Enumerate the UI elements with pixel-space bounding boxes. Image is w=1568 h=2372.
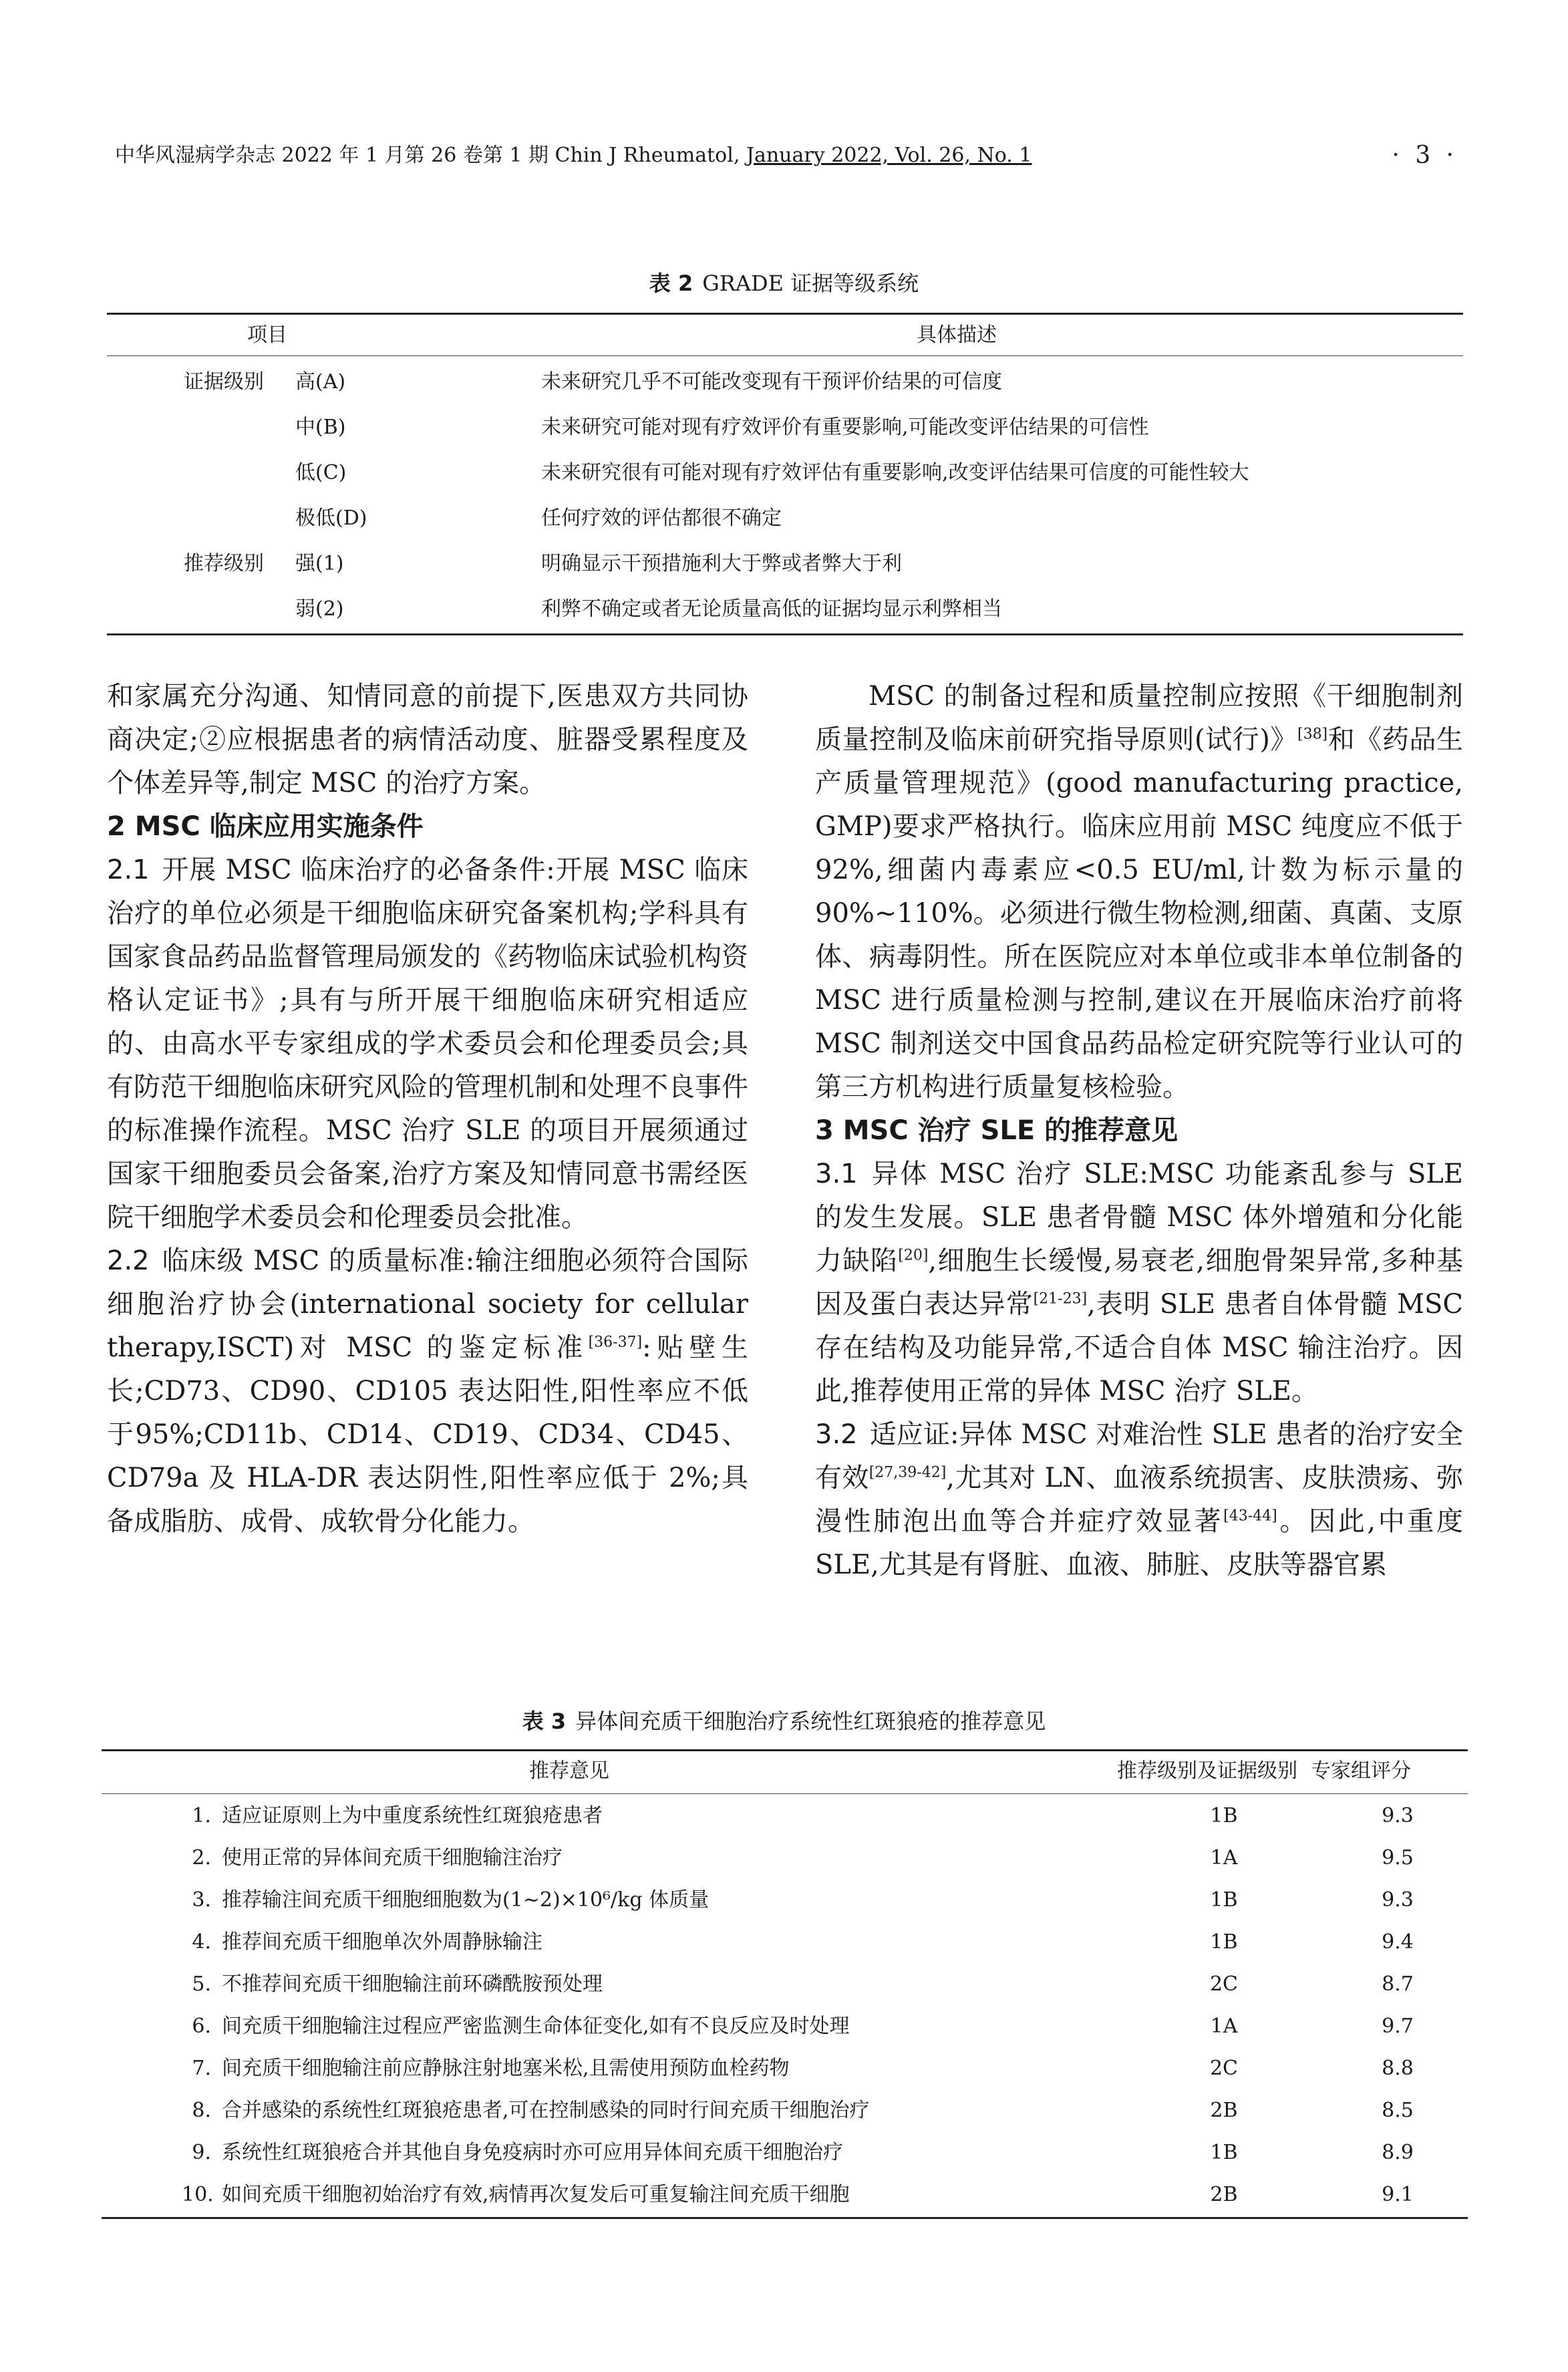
table2-level: 中(B) <box>295 416 346 439</box>
right-column <box>815 675 1463 1587</box>
subsection-number-2-1: 2.1 <box>107 855 150 885</box>
table2-level: 低(C) <box>295 461 347 484</box>
table2-level: 高(A) <box>295 370 346 394</box>
paragraph-2-2 <box>107 1239 748 1543</box>
paragraph-msc-prep-a: MSC 的制备过程和质量控制应按照《干细胞制剂质量控制及临床前研究指导原则(试行)》 <box>815 681 1463 755</box>
table3-mid-rule <box>102 1793 1468 1794</box>
table2-desc: 未来研究几乎不可能改变现有干预评价结果的可信度 <box>541 370 1002 394</box>
row-recommendation: 推荐间充质干细胞单次外周静脉输注 <box>222 1930 542 1954</box>
paragraph-3-1-a: 异体 MSC 治疗 SLE:MSC 功能紊乱参与 SLE 的发生发展。SLE 患者骨髓 MSC 体外增殖和分化能力缺陷 <box>815 1159 1463 1276</box>
row-recommendation: 适应证原则上为中重度系统性红斑狼疮患者 <box>222 1804 603 1827</box>
row-recommendation: 合并感染的系统性红斑狼疮患者,可在控制感染的同时行间充质干细胞治疗 <box>222 2099 870 2122</box>
table2-row <box>107 450 1463 496</box>
row-number: 7. <box>192 2057 211 2080</box>
table3-row <box>102 2047 1468 2089</box>
row-score: 8.9 <box>1382 2141 1414 2164</box>
section-heading-3: 3 MSC 治疗 SLE 的推荐意见 <box>815 1115 1179 1146</box>
row-level: 1B <box>1210 2141 1238 2164</box>
row-score: 8.5 <box>1382 2099 1414 2122</box>
journal-citation-b: January 2022, Vol. 26, No. 1 <box>746 144 1032 167</box>
citation-ref: [21-23] <box>1033 1290 1088 1308</box>
table2-group: 证据级别 <box>184 370 264 394</box>
row-number: 2. <box>192 1846 211 1870</box>
row-recommendation: 如间充质干细胞初始治疗有效,病情再次复发后可重复输注间充质干细胞 <box>222 2183 850 2206</box>
row-recommendation: 推荐输注间充质干细胞细胞数为(1~2)×10⁶/kg 体质量 <box>222 1888 710 1912</box>
row-level: 1B <box>1210 1804 1238 1827</box>
section-heading-2: 2 MSC 临床应用实施条件 <box>107 811 424 842</box>
page-number: · 3 · <box>1392 142 1458 169</box>
paragraph-2-2-text-a: 临床级 MSC 的质量标准:输注细胞必须符合国际细胞治疗协会(international society for cellular therapy,ISCT)对 MSC 的鉴定标准 <box>107 1245 748 1363</box>
table2-top-rule <box>107 313 1463 315</box>
table3-row <box>102 2174 1468 2216</box>
citation-ref: [38] <box>1297 726 1328 743</box>
paragraph-msc-prep <box>815 675 1463 1109</box>
row-number: 3. <box>192 1888 211 1912</box>
row-score: 9.5 <box>1382 1846 1414 1870</box>
table2-row <box>107 496 1463 541</box>
table2-row <box>107 541 1463 587</box>
table2-label: 表 2 <box>649 271 693 296</box>
journal-citation-a: 中华风湿病学杂志 2022 年 1 月第 26 卷第 1 期 Chin J Rheumatol, <box>115 144 740 167</box>
paragraph-continuation: 和家属充分沟通、知情同意的前提下,医患双方共同协商决定;②应根据患者的病情活动度、脏器受累程度及个体差异等,制定 MSC 的治疗方案。 <box>107 681 748 798</box>
row-number: 6. <box>192 2015 211 2038</box>
row-level: 1B <box>1210 1888 1238 1912</box>
table3-row <box>102 2131 1468 2174</box>
row-level: 1A <box>1210 2015 1238 2038</box>
paragraph-3-1-c: ,表明 SLE 患者自体骨髓 MSC 存在结构及功能异常,不适合自体 MSC 输注治疗。因此,推荐使用正常的异体 MSC 治疗 SLE。 <box>815 1289 1463 1406</box>
table2-desc: 未来研究很有可能对现有疗效评估有重要影响,改变评估结果可信度的可能性较大 <box>541 461 1249 484</box>
row-number: 4. <box>192 1930 211 1954</box>
table3-header-rec: 推荐意见 <box>529 1759 609 1783</box>
paragraph-3-1-b: ,细胞生长缓慢,易衰老,细胞骨架异常,多种基因及蛋白表达异常 <box>815 1245 1464 1320</box>
table2-group: 推荐级别 <box>184 552 264 575</box>
table3-label: 表 3 <box>522 1709 567 1734</box>
row-score: 9.7 <box>1382 2015 1414 2038</box>
paragraph-3-2-a: 适应证:异体 MSC 对难治性 SLE 患者的治疗安全有效 <box>815 1419 1463 1493</box>
paragraph-2-1-text: 开展 MSC 临床治疗的必备条件:开展 MSC 临床治疗的单位必须是干细胞临床研究备案机构;学科具有国家食品药品监督管理局颁发的《药物临床试验机构资格认定证书》;具有与所开展干细胞临床研究相适应的、由高水平专家组成的学术委员会和伦理委员会;具有防范干细胞临床研究风险的管理机制和处理不良事件的标准操作流程。MSC 治疗 SLE 的项目开展须通过国家干细胞委员会备案,治疗方案及知情同意书需经医院干细胞学术委员会和伦理委员会批准。 <box>107 855 748 1233</box>
table3-row <box>102 1921 1468 1963</box>
table2-desc: 利弊不确定或者无论质量高低的证据均显示利弊相当 <box>541 597 1002 621</box>
paragraph-3-2 <box>815 1413 1463 1587</box>
subsection-number-2-2: 2.2 <box>107 1245 150 1276</box>
paragraph-3-2-b: ,尤其对 LN、血液系统损害、皮肤溃疡、弥漫性肺泡出血等合并症疗效显著 <box>815 1463 1464 1537</box>
table2-title: GRADE 证据等级系统 <box>702 271 919 296</box>
subsection-number-3-1: 3.1 <box>815 1159 858 1189</box>
row-level: 2B <box>1210 2183 1238 2206</box>
table2-level: 弱(2) <box>295 597 344 621</box>
table3-row <box>102 1879 1468 1921</box>
row-number: 9. <box>192 2141 211 2164</box>
citation-ref: [43-44] <box>1223 1507 1277 1525</box>
row-level: 2C <box>1209 1972 1239 1996</box>
table3-caption <box>0 1705 1568 1737</box>
row-score: 9.4 <box>1382 1930 1414 1954</box>
table3-row <box>102 1963 1468 2005</box>
paragraph-2-1 <box>107 849 748 1239</box>
paragraph-3-1 <box>815 1153 1463 1413</box>
row-score: 8.7 <box>1382 1972 1414 1996</box>
table3-row <box>102 2089 1468 2131</box>
subsection-number-3-2: 3.2 <box>815 1419 858 1450</box>
paragraph-2-2-text-b: :贴壁生长;CD73、CD90、CD105 表达阳性,阳性率应不低于95%;CD11b、CD14、CD19、CD34、CD45、CD79a 及 HLA-DR 表达阴性,阳性率应低于 2%;具备成脂肪、成骨、成软骨分化能力。 <box>107 1332 748 1537</box>
row-recommendation: 间充质干细胞输注前应静脉注射地塞米松,且需使用预防血栓药物 <box>222 2057 790 2080</box>
row-recommendation: 使用正常的异体间充质干细胞输注治疗 <box>222 1846 563 1870</box>
table3-row <box>102 1795 1468 1837</box>
row-recommendation: 间充质干细胞输注过程应严密监测生命体征变化,如有不良反应及时处理 <box>222 2015 850 2038</box>
table2-caption <box>0 267 1568 299</box>
table2-desc: 未来研究可能对现有疗效评价有重要影响,可能改变评估结果的可信性 <box>541 416 1149 439</box>
row-number: 10. <box>182 2183 214 2206</box>
citation-ref: [20] <box>898 1247 929 1264</box>
row-level: 1B <box>1210 1930 1238 1954</box>
table2-desc: 明确显示干预措施利大于弊或者弊大于利 <box>541 552 902 575</box>
table2-bottom-rule <box>107 633 1463 635</box>
row-score: 8.8 <box>1382 2057 1414 2080</box>
table3-row <box>102 2005 1468 2047</box>
table3-header-score: 专家组评分 <box>1311 1759 1411 1783</box>
table2-level: 极低(D) <box>295 506 367 530</box>
table2-row <box>107 587 1463 632</box>
row-level: 1A <box>1210 1846 1238 1870</box>
table3-header-level: 推荐级别及证据级别 <box>1117 1759 1297 1783</box>
row-recommendation: 系统性红斑狼疮合并其他自身免疫病时亦可应用异体间充质干细胞治疗 <box>222 2141 843 2164</box>
journal-citation <box>115 139 1032 172</box>
table2-mid-rule <box>107 355 1463 356</box>
row-level: 2B <box>1210 2099 1238 2122</box>
row-score: 9.1 <box>1382 2183 1414 2206</box>
table2-desc: 任何疗效的评估都很不确定 <box>541 506 782 530</box>
row-score: 9.3 <box>1382 1804 1414 1827</box>
paragraph-msc-prep-b: 和《药品生产质量管理规范》(good manufacturing practice, GMP)要求严格执行。临床应用前 MSC 纯度应不低于 92%,细菌内毒素应<0.5 EU/ml,计数为标示量的 90%~110%。必须进行微生物检测,细菌、真菌、支原体、病毒阴性。所在医院应对本单位或非本单位制备的 MSC 进行质量检测与控制,建议在开展临床治疗前将 MSC 制剂送交中国食品药品检定研究院等行业认可的第三方机构进行质量复核检验。 <box>815 724 1463 1102</box>
table2-header-item: 项目 <box>247 323 287 347</box>
table2-row <box>107 405 1463 450</box>
left-column <box>107 675 748 1543</box>
row-number: 5. <box>192 1972 211 1996</box>
row-level: 2C <box>1209 2057 1239 2080</box>
table3-bottom-rule <box>102 2217 1468 2219</box>
table2-row <box>107 359 1463 405</box>
table2-level: 强(1) <box>295 552 344 575</box>
row-recommendation: 不推荐间充质干细胞输注前环磷酰胺预处理 <box>222 1972 603 1996</box>
citation-ref: [27,39-42] <box>869 1464 947 1481</box>
row-number: 1. <box>192 1804 211 1827</box>
table3-row <box>102 1837 1468 1879</box>
row-number: 8. <box>192 2099 211 2122</box>
running-header <box>115 139 1458 172</box>
paragraph-3-2-c: 。因此,中重度 SLE,尤其是有肾脏、血液、肺脏、皮肤等器官累 <box>815 1506 1463 1580</box>
table3-title: 异体间充质干细胞治疗系统性红斑狼疮的推荐意见 <box>575 1709 1046 1734</box>
citation-ref: [36-37] <box>588 1334 643 1351</box>
row-score: 9.3 <box>1382 1888 1414 1912</box>
table2-header-desc: 具体描述 <box>917 323 997 347</box>
